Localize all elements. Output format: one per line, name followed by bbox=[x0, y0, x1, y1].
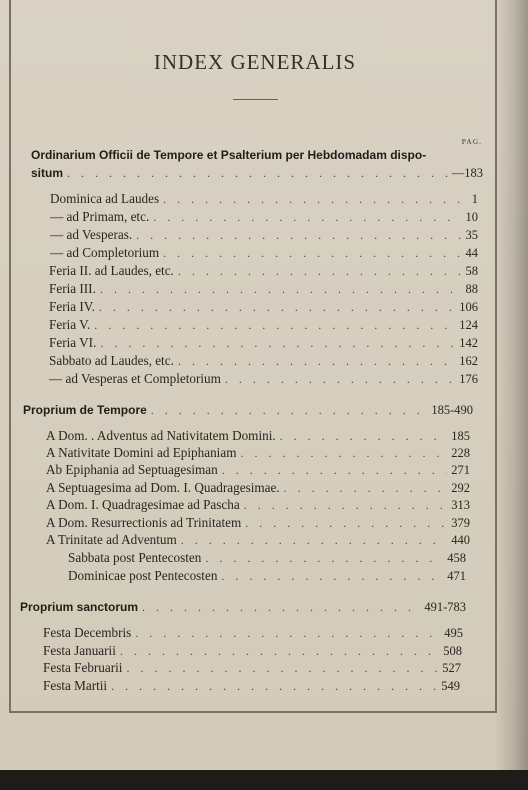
entry-page: 88 bbox=[465, 282, 478, 296]
leader-dots bbox=[245, 514, 447, 532]
entry-page: 495 bbox=[444, 626, 463, 640]
bottom-border-rule bbox=[9, 711, 497, 713]
entry-label: Dominicae post Pentecosten bbox=[68, 568, 218, 583]
index-entry bbox=[49, 262, 478, 280]
section-heading-proprium-de-tempore: Proprium de Tempore bbox=[23, 403, 147, 417]
entry-label: Feria VI. bbox=[49, 335, 97, 350]
entry-page: 549 bbox=[441, 679, 460, 693]
leader-dots bbox=[225, 370, 455, 388]
section-heading-row bbox=[20, 598, 466, 616]
section-page-range: 185-490 bbox=[431, 403, 473, 417]
leader-dots bbox=[136, 226, 461, 244]
entry-label: — ad Completorium bbox=[50, 245, 160, 260]
leader-dots bbox=[100, 280, 462, 298]
leader-dots bbox=[163, 190, 468, 208]
section-heading-continuation: situm bbox=[31, 166, 64, 180]
index-entry bbox=[50, 244, 478, 262]
leader-dots bbox=[67, 164, 448, 182]
leader-dots bbox=[126, 659, 438, 677]
entry-label: — ad Primam, etc. bbox=[50, 209, 150, 224]
entry-label: A Dom. . Adventus ad Nativitatem Domini. bbox=[46, 428, 276, 443]
entry-page: 458 bbox=[447, 551, 466, 565]
entry-label: A Dom. Resurrectionis ad Trinitatem bbox=[46, 515, 242, 530]
index-entry bbox=[49, 298, 478, 316]
leader-dots bbox=[100, 334, 455, 352]
entry-label: Festa Martii bbox=[43, 678, 108, 693]
right-border-rule bbox=[495, 0, 497, 712]
entry-label: A Nativitate Domini ad Epiphaniam bbox=[46, 445, 237, 460]
index-entry bbox=[46, 531, 470, 549]
entry-label: Festa Januarii bbox=[43, 643, 116, 658]
entry-label: Feria III. bbox=[49, 281, 96, 296]
entry-page: 527 bbox=[442, 661, 461, 675]
entry-page: 292 bbox=[451, 481, 470, 495]
leader-dots bbox=[240, 444, 447, 462]
index-entry bbox=[50, 190, 478, 208]
entry-label: Feria II. ad Laudes, etc. bbox=[49, 263, 174, 278]
entry-page: 176 bbox=[459, 372, 478, 386]
leader-dots bbox=[135, 624, 440, 642]
leader-dots bbox=[284, 479, 448, 497]
entry-page: 142 bbox=[459, 336, 478, 350]
index-entry bbox=[50, 208, 478, 226]
entry-label: Feria IV. bbox=[49, 299, 95, 314]
index-entry bbox=[43, 624, 463, 642]
leader-dots bbox=[181, 531, 447, 549]
entry-page: 185 bbox=[451, 429, 470, 443]
section-heading-ordinarium: Ordinarium Officii de Tempore et Psalterium per Hebdomadam dispo- bbox=[31, 148, 427, 162]
leader-dots bbox=[244, 496, 448, 514]
entry-page: 124 bbox=[459, 318, 478, 332]
entry-label: Feria V. bbox=[49, 317, 91, 332]
book-edge-shadow bbox=[0, 770, 528, 790]
entry-page: 44 bbox=[465, 246, 478, 260]
leader-dots bbox=[120, 642, 439, 660]
title-divider bbox=[233, 99, 278, 100]
leader-dots bbox=[178, 262, 462, 280]
index-entry bbox=[46, 427, 470, 445]
entry-page: 379 bbox=[451, 516, 470, 530]
index-entry bbox=[46, 496, 470, 514]
index-entry bbox=[49, 316, 478, 334]
section-page-range: —183 bbox=[451, 166, 483, 180]
leader-dots bbox=[94, 316, 455, 334]
spine-shadow bbox=[494, 0, 528, 770]
entry-page: 58 bbox=[465, 264, 478, 278]
index-entry bbox=[43, 659, 461, 677]
index-entry bbox=[43, 677, 460, 695]
index-entry bbox=[49, 370, 478, 388]
entry-label: Dominica ad Laudes bbox=[50, 191, 160, 206]
entry-page: 35 bbox=[465, 228, 478, 242]
entry-page: 106 bbox=[459, 300, 478, 314]
entry-page: 508 bbox=[443, 644, 462, 658]
leader-dots bbox=[111, 677, 437, 695]
entry-page: 1 bbox=[471, 192, 478, 206]
entry-page: 471 bbox=[447, 569, 466, 583]
entry-label: Ab Epiphania ad Septuagesiman bbox=[46, 462, 218, 477]
index-entry-sub bbox=[68, 549, 466, 567]
leader-dots bbox=[205, 549, 443, 567]
entry-page: 10 bbox=[465, 210, 478, 224]
leader-dots bbox=[99, 298, 455, 316]
index-entry bbox=[49, 352, 478, 370]
page-column-label: PAG. bbox=[461, 137, 482, 146]
entry-label: Festa Decembris bbox=[43, 625, 132, 640]
entry-label: Sabbata post Pentecosten bbox=[68, 550, 202, 565]
entry-label: — ad Vesperas. bbox=[50, 227, 133, 242]
entry-page: 440 bbox=[451, 533, 470, 547]
left-border-rule bbox=[9, 0, 11, 712]
entry-label: — ad Vesperas et Completorium bbox=[49, 371, 221, 386]
entry-label: Festa Februarii bbox=[43, 660, 123, 675]
index-entry bbox=[49, 334, 478, 352]
index-entry bbox=[46, 444, 470, 462]
index-entry-sub bbox=[68, 567, 466, 585]
section-page-range: 491-783 bbox=[424, 600, 466, 614]
entry-page: 271 bbox=[451, 463, 470, 477]
leader-dots bbox=[151, 401, 428, 419]
leader-dots bbox=[153, 208, 461, 226]
index-entry bbox=[46, 514, 470, 532]
leader-dots bbox=[163, 244, 461, 262]
entry-label: A Trinitate ad Adventum bbox=[46, 532, 177, 547]
index-entry bbox=[50, 226, 478, 244]
index-entry bbox=[46, 479, 470, 497]
section-heading-row bbox=[31, 164, 483, 182]
index-entry bbox=[49, 280, 478, 298]
leader-dots bbox=[221, 567, 443, 585]
page-title: INDEX GENERALIS bbox=[153, 50, 357, 74]
index-entry bbox=[46, 461, 470, 479]
leader-dots bbox=[178, 352, 455, 370]
entry-label: A Septuagesima ad Dom. I. Quadragesimae. bbox=[46, 480, 280, 495]
leader-dots bbox=[222, 461, 447, 479]
entry-label: Sabbato ad Laudes, etc. bbox=[49, 353, 174, 368]
entry-page: 162 bbox=[459, 354, 478, 368]
leader-dots bbox=[280, 427, 448, 445]
section-heading-row bbox=[23, 401, 473, 419]
entry-page: 313 bbox=[451, 498, 470, 512]
leader-dots bbox=[142, 598, 420, 616]
entry-page: 228 bbox=[451, 446, 470, 460]
entry-label: A Dom. I. Quadragesimae ad Pascha bbox=[46, 497, 240, 512]
index-entry bbox=[43, 642, 462, 660]
section-heading-proprium-sanctorum: Proprium sanctorum bbox=[20, 600, 139, 614]
